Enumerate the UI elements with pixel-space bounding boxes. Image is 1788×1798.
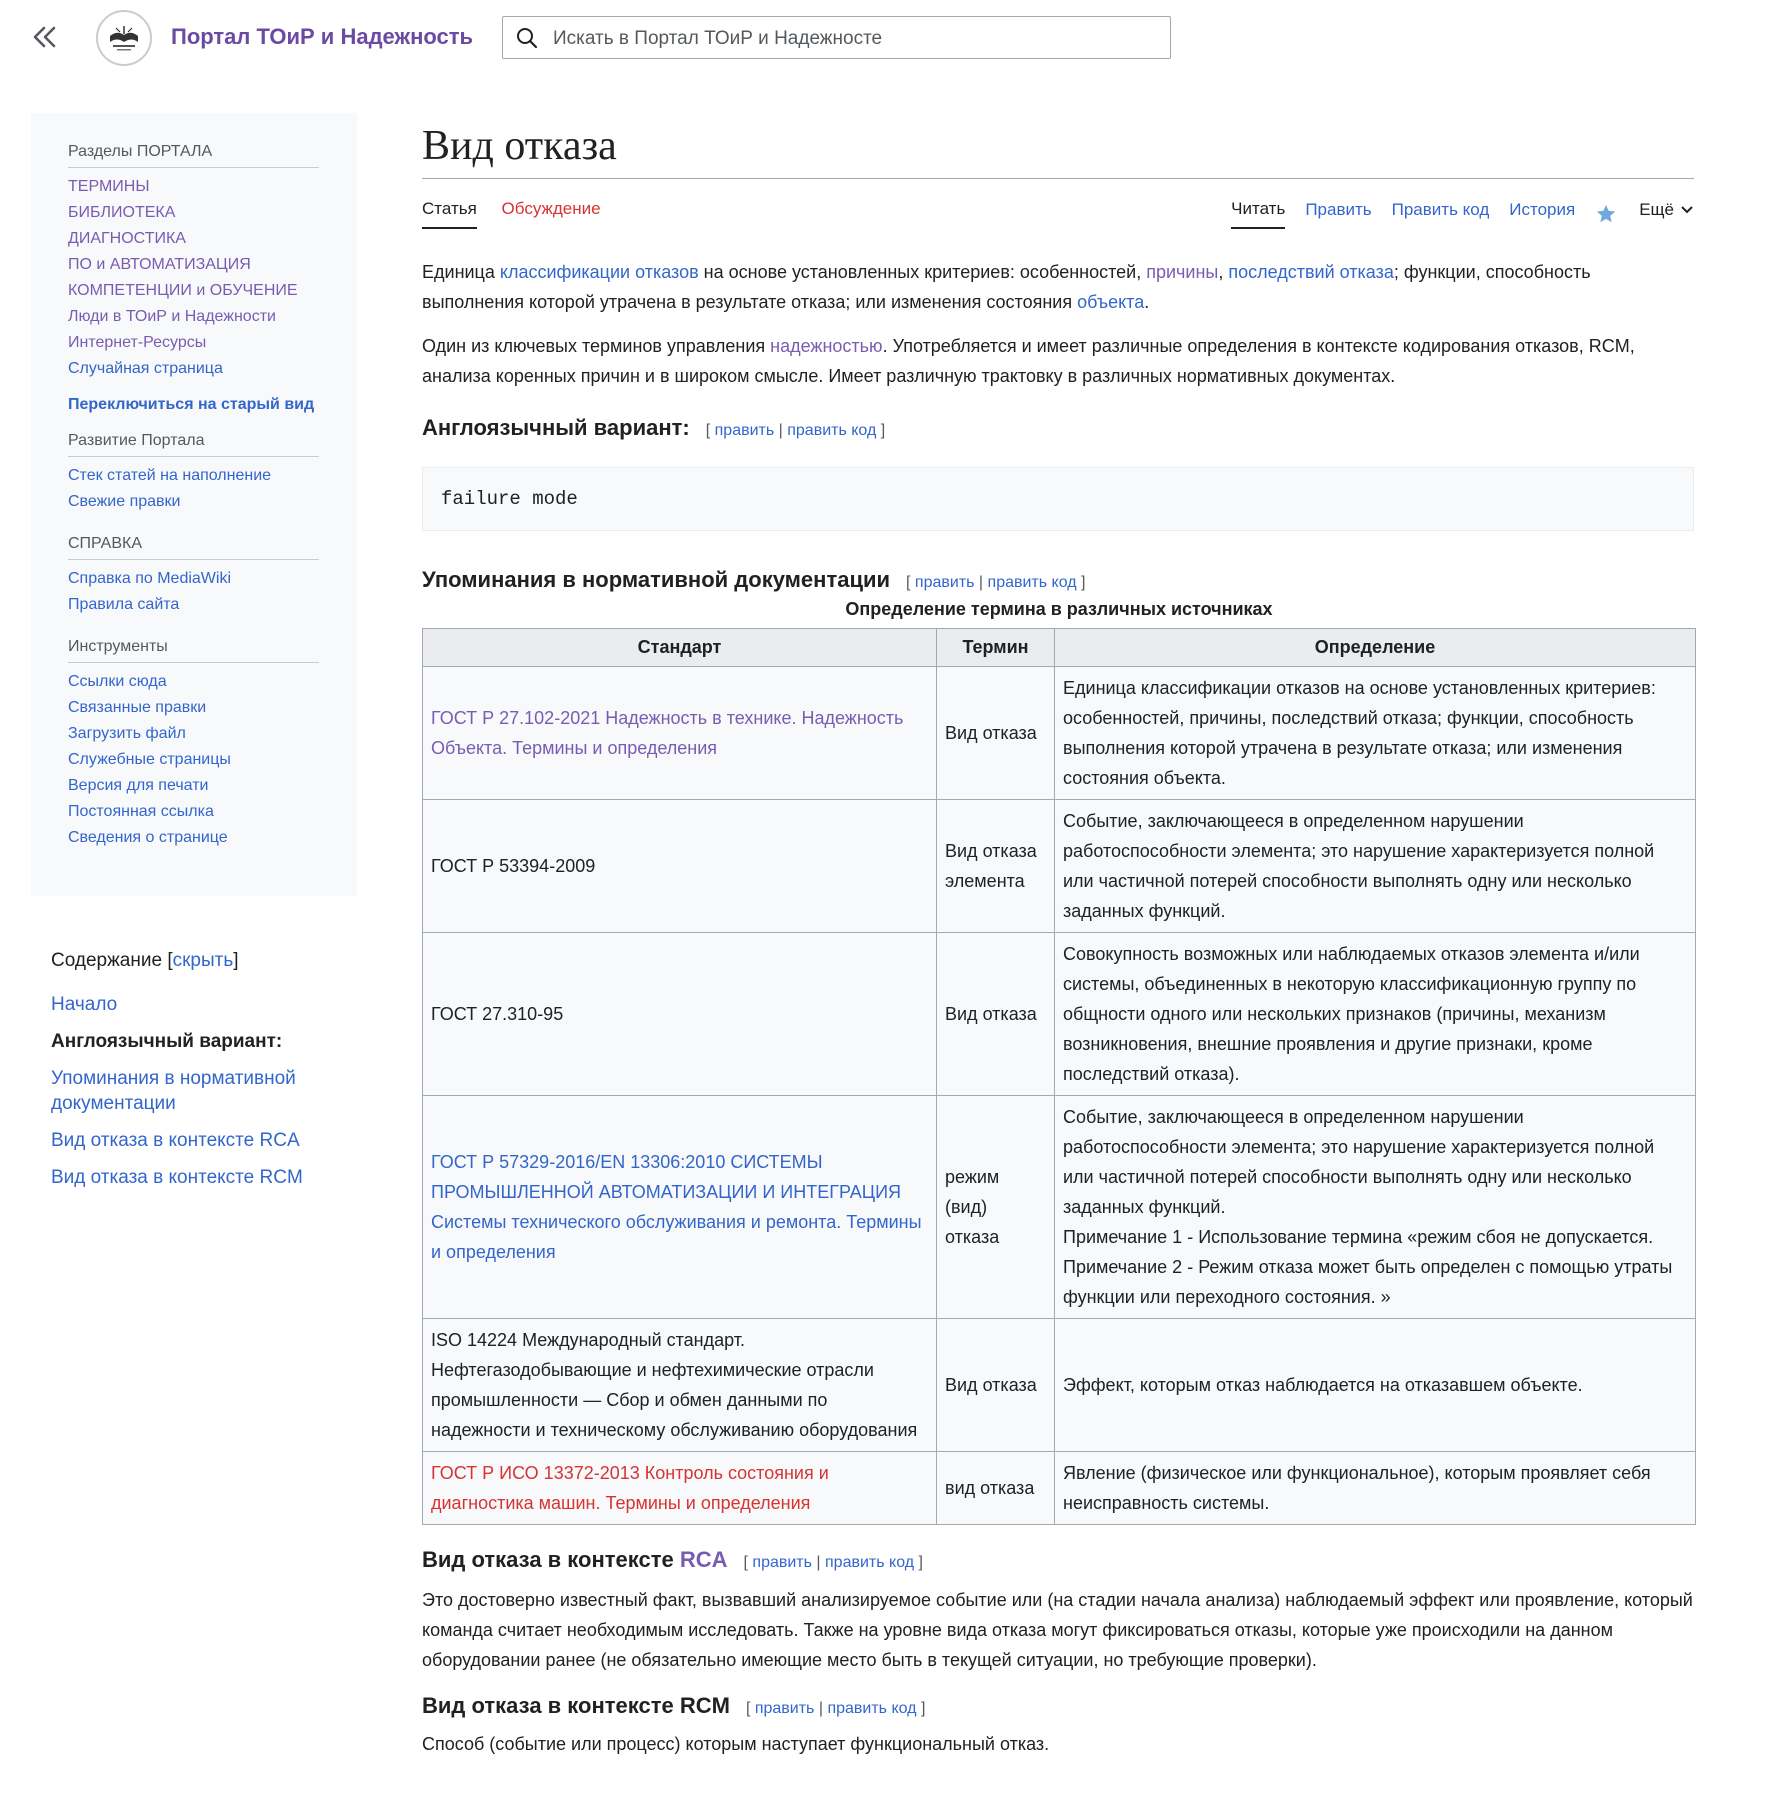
chevron-down-icon — [1680, 203, 1694, 217]
sidebar-item-mediawiki-help[interactable]: Справка по MediaWiki — [68, 570, 232, 587]
cell-definition: Эффект, которым отказ наблюдается на отказавшем объекте. — [1055, 1319, 1696, 1452]
intro-text: Единица — [422, 262, 500, 282]
sidebar-item-recent-changes[interactable]: Свежие правки — [68, 493, 181, 510]
cell-definition — [1055, 1096, 1696, 1319]
cell-standard — [423, 1096, 937, 1319]
cell-definition: Событие, заключающееся в определенном нарушении работоспособности элемента; это нарушение характеризуется полной или частичной потерей способности выполнять одну или несколько заданных функций. — [1055, 800, 1696, 933]
table-row — [423, 1096, 1696, 1319]
sidebar-item-diagnostics[interactable]: ДИАГНОСТИКА — [68, 230, 186, 247]
tab-history[interactable]: История — [1509, 200, 1576, 219]
toc-item-rcm[interactable]: Вид отказа в контексте RCM — [51, 1167, 303, 1188]
tab-read[interactable]: Читать — [1231, 199, 1285, 229]
sidebar-item-upload-file[interactable]: Загрузить файл — [68, 725, 186, 742]
table-header-row — [423, 629, 1696, 667]
section-title: Вид отказа в контексте RCM — [422, 1693, 730, 1718]
sidebar-item-print-version[interactable]: Версия для печати — [68, 777, 209, 794]
toc-item-start[interactable]: Начало — [51, 994, 118, 1015]
section-heading-english — [422, 415, 1694, 441]
cell-standard — [423, 1452, 937, 1525]
edit-source-section-link[interactable]: править код — [825, 1554, 915, 1571]
watch-star-icon[interactable] — [1595, 203, 1617, 225]
standard-link[interactable]: ГОСТ Р 57329-2016/EN 13306:2010 СИСТЕМЫ ПРОМЫШЛЕННОЙ АВТОМАТИЗАЦИИ И ИНТЕГРАЦИЯ Системы технического обслуживания и ремонта. Термины и определения — [431, 1152, 922, 1262]
cell-standard: ISO 14224 Международный стандарт. Нефтегазодобывающие и нефтехимические отрасли промышленности — Сбор и обмен данными по надежности и техническому обслуживанию оборудования — [423, 1319, 937, 1452]
edit-section-link[interactable]: править — [754, 1700, 815, 1717]
standard-link-missing[interactable]: ГОСТ Р ИСО 13372-2013 Контроль состояния и диагностика машин. Термины и определения — [431, 1463, 829, 1513]
standard-link[interactable]: ГОСТ Р 27.102-2021 Надежность в технике. Надежность Объекта. Термины и определения — [431, 708, 904, 758]
page-tabs — [422, 179, 1694, 233]
section-title: Англоязычный вариант: — [422, 415, 690, 440]
more-menu[interactable] — [1639, 200, 1694, 228]
edit-source-section-link[interactable]: править код — [827, 1700, 917, 1717]
search-input[interactable] — [551, 17, 1155, 60]
collapse-sidebar-icon[interactable] — [30, 22, 60, 52]
sidebar-item-site-rules[interactable]: Правила сайта — [68, 596, 180, 613]
section-edit-links: [ править | править код ] — [743, 1554, 923, 1571]
column-header-standard: Стандарт — [423, 629, 937, 667]
table-caption: Определение термина в различных источниках — [845, 599, 1273, 619]
sidebar-item-what-links-here[interactable]: Ссылки сюда — [68, 673, 167, 690]
table-row — [423, 800, 1696, 933]
link-reliability[interactable]: надежностью — [770, 336, 883, 356]
sidebar-item-library[interactable]: БИБЛИОТЕКА — [68, 204, 176, 221]
sidebar-section-portal — [68, 143, 319, 382]
intro-text: . — [1144, 292, 1150, 312]
cell-term: режим (вид) отказа — [937, 1096, 1055, 1319]
rcm-paragraph: Способ (событие или процесс) которым наступает функциональный отказ. — [422, 1734, 1050, 1754]
section-heading-rca — [422, 1547, 1694, 1573]
link-failure-consequences[interactable]: последствий отказа — [1228, 262, 1394, 282]
sidebar-heading: СПРАВКА — [68, 535, 319, 560]
sidebar-item-internet-resources[interactable]: Интернет-Ресурсы — [68, 334, 207, 351]
section-edit-links: [ править | править код ] — [906, 574, 1086, 591]
sidebar-item-competencies[interactable]: КОМПЕТЕНЦИИ и ОБУЧЕНИЕ — [68, 282, 298, 299]
tab-talk[interactable]: Обсуждение — [501, 199, 601, 218]
table-row — [423, 933, 1696, 1096]
definition-note: Примечание 2 - Режим отказа может быть определен с помощью утраты функции или переходного состояния. » — [1063, 1257, 1673, 1307]
site-logo[interactable] — [96, 10, 152, 66]
intro-text: Один из ключевых терминов управления — [422, 336, 771, 356]
cell-standard — [423, 667, 937, 800]
main-content — [422, 120, 1694, 1759]
toc-item-rca[interactable]: Вид отказа в контексте RCA — [51, 1130, 300, 1151]
section-title: Упоминания в нормативной документации — [422, 567, 891, 592]
sidebar-item-software[interactable]: ПО и АВТОМАТИЗАЦИЯ — [68, 256, 251, 273]
tab-edit[interactable]: Править — [1305, 200, 1372, 219]
sidebar-heading: Инструменты — [68, 638, 319, 663]
column-header-term: Термин — [937, 629, 1055, 667]
section-heading-rcm — [422, 1693, 1694, 1719]
edit-section-link[interactable]: править — [914, 574, 975, 591]
toc-item-english[interactable]: Англоязычный вариант: — [51, 1031, 283, 1052]
toc-title: Содержание [скрыть] — [51, 950, 239, 971]
edit-section-link[interactable]: править — [714, 422, 775, 439]
sidebar-item-terms[interactable]: ТЕРМИНЫ — [68, 178, 150, 195]
header — [0, 0, 1788, 80]
rca-paragraph: Это достоверно известный факт, вызвавший анализируемое событие или (на стадии начала анализа) наблюдаемый эффект или проявление, который команда считает необходимым исследовать. Также на уровне вида отказа могут фиксироваться отказы, которые уже происходили на данном оборудовании ранее (не обязательно имеющие место быть в текущей ситуации, но требующие проверки). — [422, 1590, 1693, 1670]
table-of-contents — [51, 950, 341, 1202]
sidebar-item-special-pages[interactable]: Служебные страницы — [68, 751, 231, 768]
edit-source-section-link[interactable]: править код — [987, 574, 1077, 591]
cell-term: Вид отказа элемента — [937, 800, 1055, 933]
section-title — [422, 1547, 728, 1573]
link-failure-classification[interactable]: классификации отказов — [499, 262, 699, 282]
cell-definition: Единица классификации отказов на основе установленных критериев: особенностей, причины, последствий отказа; функции, способность выполнения которой утрачена в результате отказа; или изменения состояния объекта. — [1055, 667, 1696, 800]
link-rca[interactable]: RCA — [679, 1547, 728, 1572]
section-title-text: Вид отказа в контексте — [422, 1547, 680, 1572]
tab-edit-source[interactable]: Править код — [1391, 200, 1490, 219]
column-header-definition: Определение — [1055, 629, 1696, 667]
switch-old-view-link[interactable]: Переключиться на старый вид — [68, 396, 315, 413]
code-block: failure mode — [422, 467, 1694, 531]
intro-text: . Употребляется и имеет различные определения в контексте кодирования отказов, RCM, анализа коренных причин и в широком смысле. Имеет различную трактовку в различных нормативных документах. — [422, 336, 1635, 386]
sidebar-item-permanent-link[interactable]: Постоянная ссылка — [68, 803, 214, 820]
sidebar-item-page-info[interactable]: Сведения о странице — [68, 829, 228, 846]
section-edit-links: [ править | править код ] — [745, 1700, 926, 1717]
edit-source-section-link[interactable]: править код — [787, 422, 877, 439]
table-row — [423, 667, 1696, 800]
cell-definition: Явление (физическое или функциональное), которым проявляет себя неисправность системы. — [1055, 1452, 1696, 1525]
definition-text: Событие, заключающееся в определенном нарушении работоспособности элемента; это нарушение характеризуется полной или частичной потерей способности выполнять одну или несколько заданных функций. — [1063, 1107, 1655, 1217]
cell-term: вид отказа — [937, 1452, 1055, 1525]
search-icon — [515, 26, 539, 50]
toc-item-norms[interactable]: Упоминания в нормативной документации — [51, 1068, 296, 1114]
toc-hide-link[interactable]: скрыть — [172, 950, 234, 971]
sidebar-item-random-page[interactable]: Случайная страница — [68, 360, 223, 377]
link-object[interactable]: объекта — [1077, 292, 1145, 312]
toc-title-text: Содержание — [51, 950, 163, 971]
site-name[interactable]: Портал ТОиР и Надежность — [171, 24, 474, 49]
intro-text: на основе установленных критериев: особенностей, — [698, 262, 1147, 282]
more-menu-label: Ещё — [1639, 200, 1674, 219]
sidebar-heading: Развитие Портала — [68, 432, 319, 457]
intro-paragraph — [422, 257, 1694, 317]
sidebar-item-article-stack[interactable]: Стек статей на наполнение — [68, 467, 272, 484]
intro-text: , — [1218, 262, 1229, 282]
definitions-table — [422, 599, 1696, 1525]
section-edit-links: [ править | править код ] — [705, 422, 886, 439]
sidebar-section-help — [68, 535, 319, 618]
sidebar-section-development — [68, 432, 319, 515]
search-box[interactable] — [502, 16, 1171, 59]
page-title: Вид отказа — [422, 120, 1694, 179]
intro-text: ; функции, способность выполнения которой утрачена в результате отказа; или изменения состояния — [422, 262, 1591, 312]
cell-term: Вид отказа — [937, 933, 1055, 1096]
sidebar-section-tools — [68, 638, 319, 851]
section-heading-norms — [422, 567, 1694, 593]
cell-definition: Совокупность возможных или наблюдаемых отказов элемента и/или системы, объединенных в некоторую классификационную группу по общности одного или нескольких признаков (причины, механизм возникновения, внешние проявления и другие признаки, кроме последствий отказа). — [1055, 933, 1696, 1096]
table-row — [423, 1319, 1696, 1452]
sidebar-item-people[interactable]: Люди в ТОиР и Надежности — [68, 308, 276, 325]
table-row — [423, 1452, 1696, 1525]
sidebar — [31, 113, 357, 896]
intro-paragraph-2 — [422, 331, 1694, 391]
link-causes[interactable]: причины — [1146, 262, 1219, 282]
edit-section-link[interactable]: править — [752, 1554, 812, 1571]
definition-note: Примечание 1 - Использование термина «режим сбоя не допускается. — [1063, 1227, 1654, 1247]
cell-standard: ГОСТ 27.310-95 — [423, 933, 937, 1096]
cell-term: Вид отказа — [937, 1319, 1055, 1452]
cell-term: Вид отказа — [937, 667, 1055, 800]
book-logo-icon — [98, 12, 150, 64]
sidebar-item-related-changes[interactable]: Связанные правки — [68, 699, 207, 716]
tab-article[interactable]: Статья — [422, 199, 477, 229]
cell-standard: ГОСТ Р 53394-2009 — [423, 800, 937, 933]
sidebar-heading: Разделы ПОРТАЛА — [68, 143, 319, 168]
